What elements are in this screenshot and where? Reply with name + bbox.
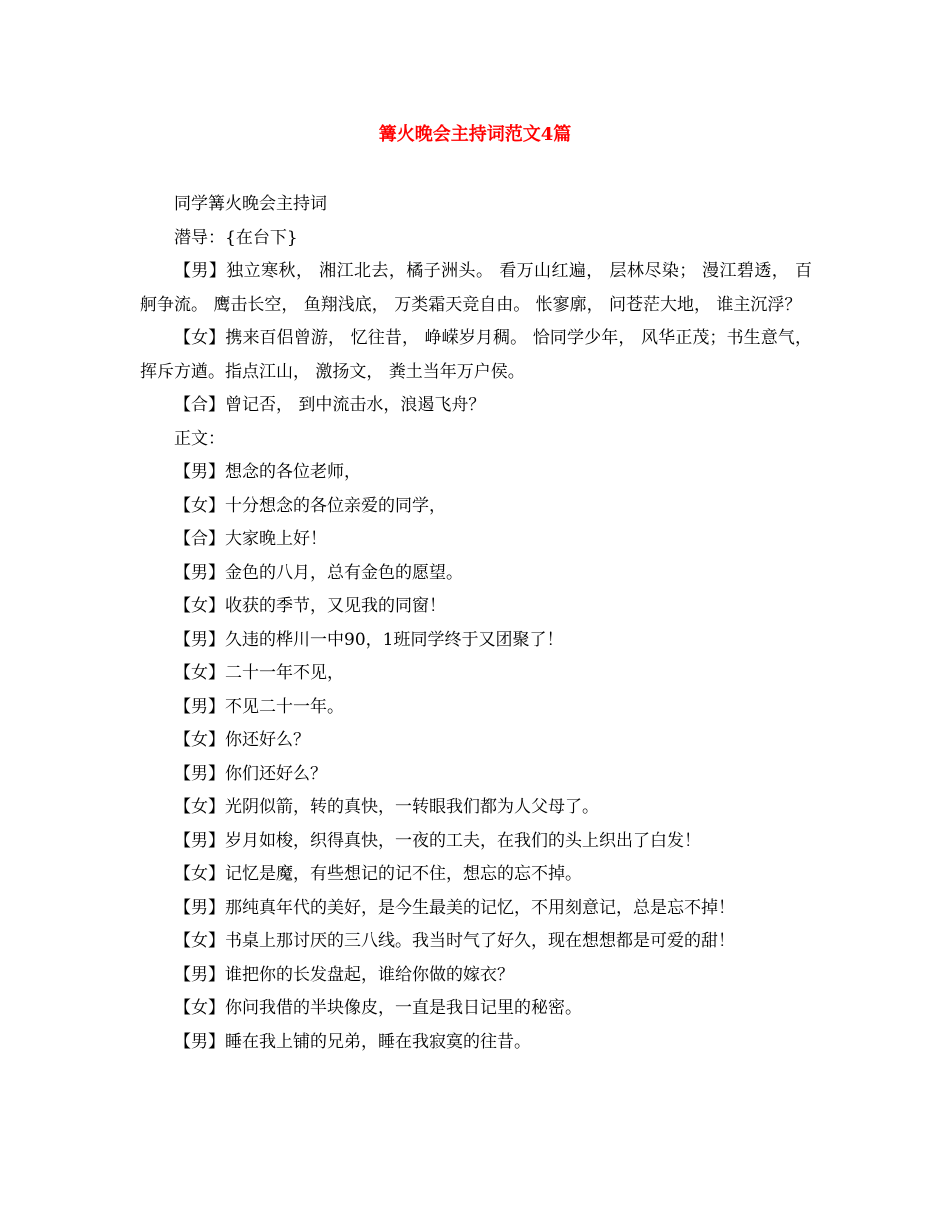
- paragraph: 【合】大家晚上好！: [174, 529, 327, 549]
- paragraph: 【男】你们还好么？: [174, 763, 327, 784]
- document-title: 篝火晚会主持词范文4篇: [378, 124, 572, 145]
- paragraph: 【女】记忆是魔，有些想记的记不住，想忘的忘不掉。: [174, 864, 582, 884]
- paragraph: 【男】金色的八月，总有金色的愿望。: [174, 562, 463, 583]
- paragraph: 【女】收获的季节，又见我的同窗！: [174, 596, 446, 616]
- paragraph: 【合】曾记否， 到中流击水，浪遏飞舟？: [174, 395, 486, 415]
- paragraph: 【女】你问我借的半块像皮，一直是我日记里的秘密。: [174, 998, 582, 1018]
- paragraph: 正文：: [174, 428, 225, 449]
- paragraph: 【女】二十一年不见，: [174, 663, 344, 683]
- paragraph: 同学篝火晚会主持词: [174, 194, 327, 214]
- paragraph: 【男】不见二十一年。: [174, 696, 344, 717]
- paragraph: 【男】谁把你的长发盘起，谁给你做的嫁衣？: [174, 964, 514, 985]
- document-body: [140, 188, 812, 1059]
- paragraph: 【男】久违的桦川一中90，1班同学终于又团聚了！: [174, 629, 564, 650]
- paragraph: 【女】书桌上那讨厌的三八线。我当时气了好久，现在想想都是可爱的甜！: [174, 931, 735, 951]
- paragraph: 【女】携来百侣曾游， 忆往昔， 峥嵘岁月稠。 恰同学少年， 风华正茂；书生意气， 挥斥方遒。指点江山， 激扬文， 粪土当年万户侯。: [140, 328, 812, 382]
- paragraph: 【男】想念的各位老师，: [174, 462, 361, 482]
- paragraph: 【男】岁月如梭，织得真快，一夜的工夫，在我们的头上织出了白发！: [174, 830, 701, 851]
- paragraph: 【女】光阴似箭，转的真快，一转眼我们都为人父母了。: [174, 797, 599, 817]
- paragraph: 【女】你还好么？: [174, 730, 310, 750]
- paragraph: 潜导：{在台下}: [174, 227, 298, 248]
- paragraph: 【男】那纯真年代的美好，是今生最美的记忆，不用刻意记，总是忘不掉！: [174, 897, 735, 918]
- paragraph: 【女】十分想念的各位亲爱的同学，: [174, 495, 446, 516]
- paragraph: 【男】独立寒秋， 湘江北去，橘子洲头。 看万山红遍， 层林尽染； 漫江碧透， 百舸争流。 鹰击长空， 鱼翔浅底， 万类霜天竞自由。 怅寥廓， 问苍茫大地， 谁主沉浮？: [140, 261, 812, 315]
- paragraph: 【男】睡在我上铺的兄弟，睡在我寂寞的往昔。: [174, 1031, 531, 1052]
